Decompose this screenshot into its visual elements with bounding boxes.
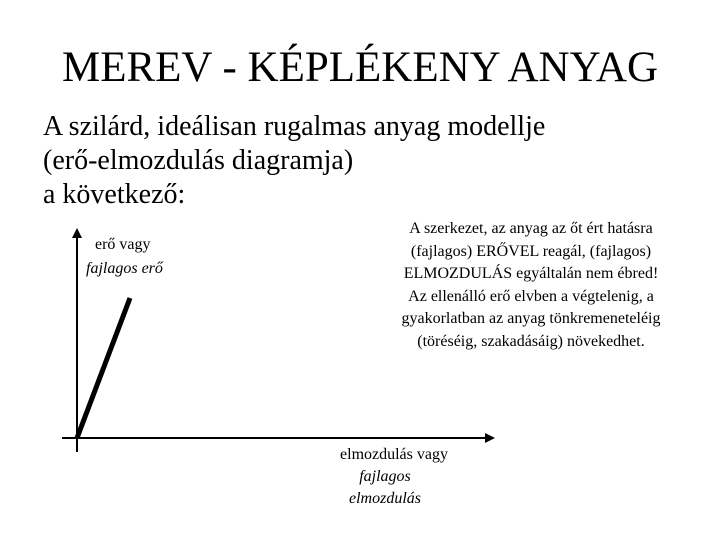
intro-line: (erő-elmozdulás diagramja) [43, 145, 354, 176]
page-title: MEREV - KÉPLÉKENY ANYAG [61, 44, 659, 91]
rigid-material-line [77, 298, 130, 438]
explanation-line: ELMOZDULÁS egyáltalán nem ébred! [403, 265, 659, 282]
explanation-text [356, 218, 706, 353]
x-axis-label [310, 444, 460, 510]
explanation-line: (töréséig, szakadásáig) növekedhet. [417, 332, 645, 350]
explanation-line: gyakorlatban az anyag tönkremeneteléig [401, 310, 661, 327]
explanation-line: (fajlagos) ERŐVEL reagál, (fajlagos) [410, 242, 652, 260]
y-axis-label-line: erő vagy [95, 236, 151, 253]
explanation-line: Az ellenálló erő elvben a végtelenig, a [408, 287, 654, 305]
y-axis-label [86, 233, 163, 281]
intro-line: a következő: [43, 179, 186, 210]
x-axis-label-line: fajlagos [359, 468, 411, 485]
explanation-line: A szerkezet, az anyag az őt ért hatásra [409, 220, 653, 237]
y-axis-label-line: fajlagos erő [86, 260, 163, 277]
x-axis-label-line: elmozdulás [349, 490, 421, 507]
x-axis-label-line: elmozdulás vagy [340, 446, 448, 463]
intro-line: A szilárd, ideálisan rugalmas anyag modellje [43, 111, 546, 142]
